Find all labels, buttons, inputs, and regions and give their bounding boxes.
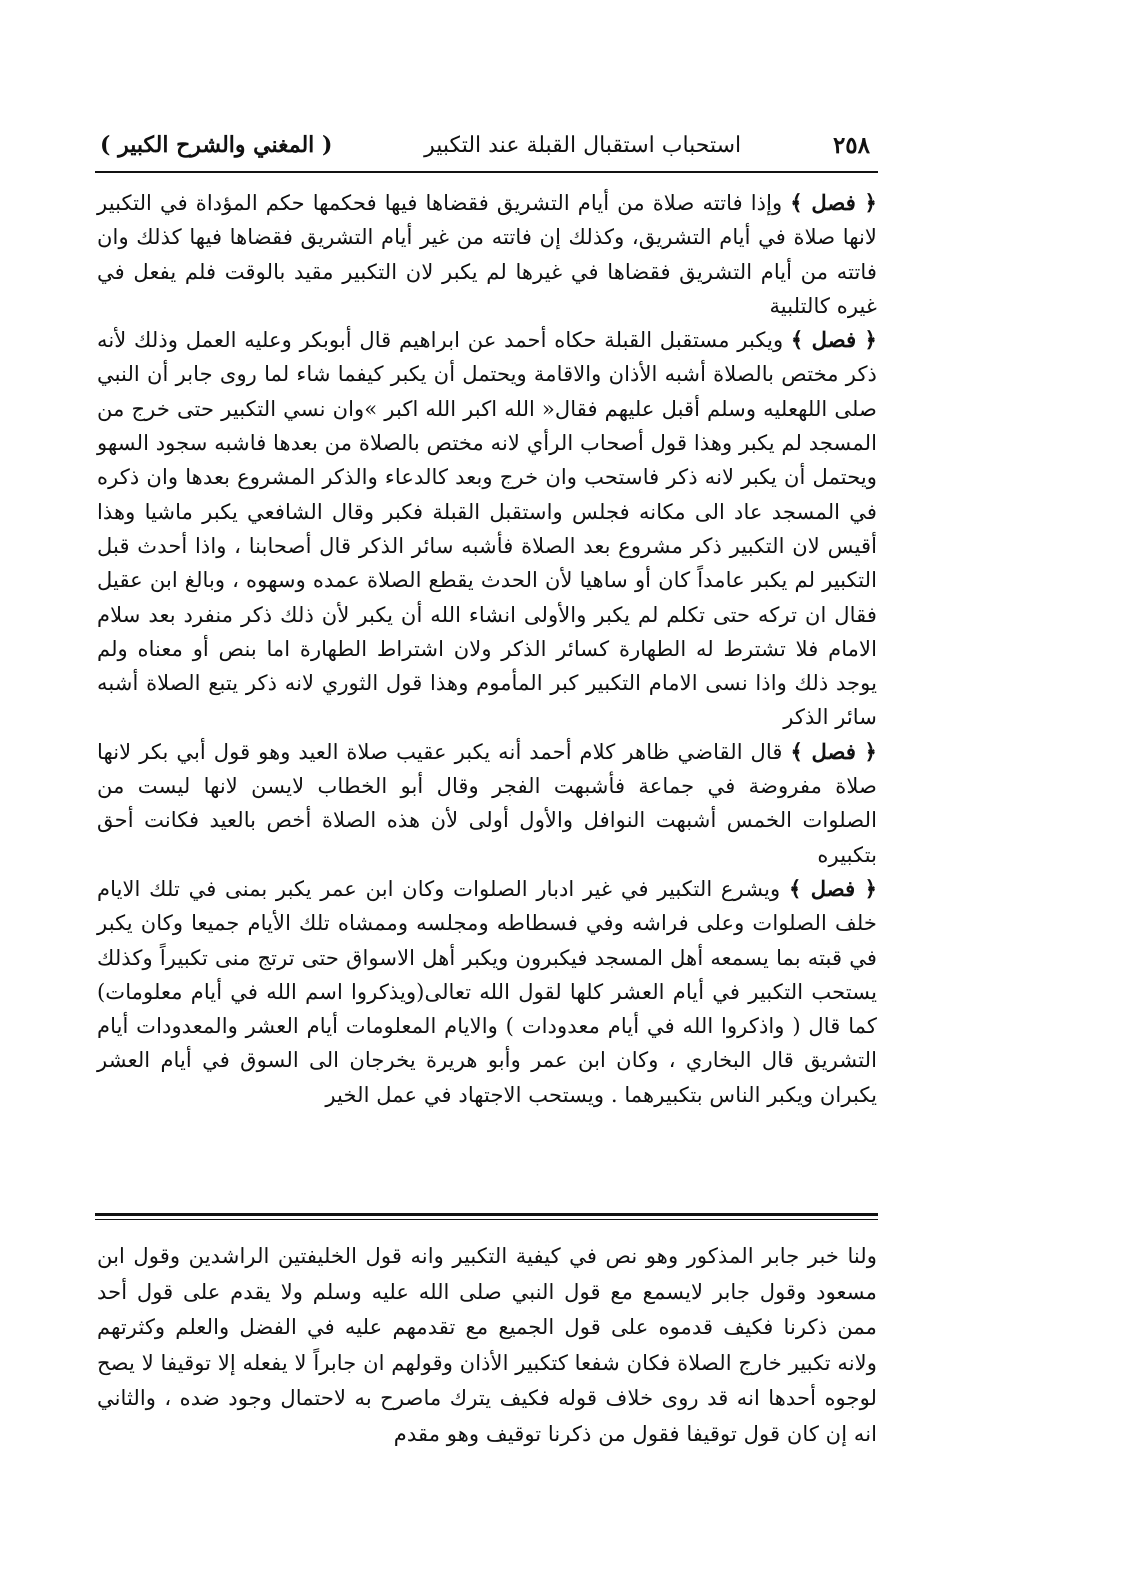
- paragraph-text: ويكبر مستقبل القبلة حكاه أحمد عن ابراهيم قال أبوبكر وعليه العمل وذلك لأنه ذكر مختص بالصلاة أشبه الأذان والاقامة ويحتمل أن يكبر كيفما شاء لما روى جابر أن النبي صلى اللهعليه وسلم أقبل عليهم فقال« الله اكبر الله اكبر »وان نسي التكبير حتى خرج من المسجد لم يكبر وهذا قول أصحاب الرأي لانه مختص بالصلاة من بعدها فاشبه سجود السهو ويحتمل أن يكبر لانه ذكر فاستحب وان خرج وبعد كالدعاء والذكر المشروع بعدها وان ذكره في المسجد عاد الى مكانه فجلس واستقبل القبلة فكبر وقال الشافعي يكبر ماشيا وهذا أقيس لان التكبير ذكر مشروع بعد الصلاة فأشبه سائر الذكر قال أصحابنا ، واذا أحدث قبل التكبير لم يكبر عامداً كان أو ساهيا لأن الحدث يقطع الصلاة عمده وسهوه ، وبالغ ابن عقيل فقال ان تركه حتى تكلم لم يكبر والأولى انشاء الله أن يكبر لأن ذلك ذكر منفرد بعد سلام الامام فلا تشترط له الطهارة كسائر الذكر ولان اشتراط الطهارة اما بنص أو معناه ولم يوجد ذلك واذا نسى الامام التكبير كبر المأموم وهذا قول الثوري لانه ذكر يتبع الصلاة أشبه سائر الذكر: [97, 327, 877, 730]
- divider-rule-bottom: [95, 1219, 878, 1220]
- page-number: ٢٥٨: [832, 131, 870, 159]
- paragraph-text: ويشرع التكبير في غير ادبار الصلوات وكان ابن عمر يكبر بمنى في تلك الايام خلف الصلوات وعلى فراشه وفي فسطاطه ومجلسه وممشاه تلك الأيام جميعا وكان يكبر في قبته بما يسمعه أهل المسجد فيكبرون ويكبر أهل الاسواق حتى ترتج منى تكبيراً وكذلك يستحب التكبير في أيام العشر كلها لقول الله تعالى(ويذكروا اسم الله في أيام معلومات) كما قال ( واذكروا الله في أيام معدودات ) والايام المعلومات أيام العشر والمعدودات أيام التشريق قال البخاري ، وكان ابن عمر وأبو هريرة يخرجان الى السوق في أيام العشر يكبران ويكبر الناس بتكبيرهما . ويستحب الاجتهاد في عمل الخير: [97, 875, 877, 1107]
- commentary-paragraph: ولنا خبر جابر المذكور وهو نص في كيفية التكبير وانه قول الخليفتين الراشدين وقول ابن مسعود وقول جابر لايسمع مع قول النبي صلى الله عليه وسلم ولا يقدم على قول أحد ممن ذكرنا فكيف قدموه على قول الجميع مع تقدمهم عليه في الفضل والعلم وكثرتهم ولانه تكبير خارج الصلاة فكان شفعا كتكبير الأذان وقولهم ان جابراً لا يفعله إلا توقيفا لا يصح لوجوه أحدها انه قد روى خلاف قوله فكيف يترك ماصرح به لاحتمال وجود ضده ، والثاني انه إن كان قول توقيفا فقول من ذكرنا توقيف وهو مقدم: [97, 1243, 877, 1446]
- page-header: [100, 122, 870, 168]
- running-title: استحباب استقبال القبلة عند التكبير: [424, 132, 742, 158]
- section-marker: ﴿ فصل ﴾: [790, 327, 877, 353]
- section-marker: ﴿ فصل ﴾: [790, 738, 877, 764]
- paragraph-text: وإذا فاتته صلاة من أيام التشريق فقضاها فيها فحكمها حكم المؤداة في التكبير لانها صلاة في أيام التشريق، وكذلك إن فاتته من غير أيام التشريق فقضاها فيها كذلك وان فاتته من أيام التشريق فقضاها في غيرها لم يكبر لان التكبير مقيد بالوقت فلم يفعل في غيره كالتلبية: [97, 190, 877, 318]
- paragraph: [97, 323, 877, 735]
- section-marker: ﴿ فصل ﴾: [790, 190, 877, 215]
- paragraph-text: قال القاضي ظاهر كلام أحمد أنه يكبر عقيب صلاة العيد وهو قول أبي بكر لانها صلاة مفروضة في جماعة فأشبهت الفجر وقال أبو الخطاب لايسن لانها ليست من الصلوات الخمس أشبهت النوافل والأول أولى لأن هذه الصلاة أخص بالعيد فكانت أحق بتكبيره: [97, 738, 877, 867]
- divider-rule-top: [95, 1213, 878, 1216]
- book-title: ( المغني والشرح الكبير ): [100, 132, 333, 158]
- section-marker: ﴿ فصل ﴾: [788, 875, 877, 901]
- paragraph: [97, 186, 877, 323]
- paragraph: [97, 872, 877, 1112]
- main-text: [97, 186, 877, 1112]
- commentary-text: [97, 1238, 877, 1451]
- header-rule: [95, 171, 878, 173]
- paragraph: [97, 735, 877, 872]
